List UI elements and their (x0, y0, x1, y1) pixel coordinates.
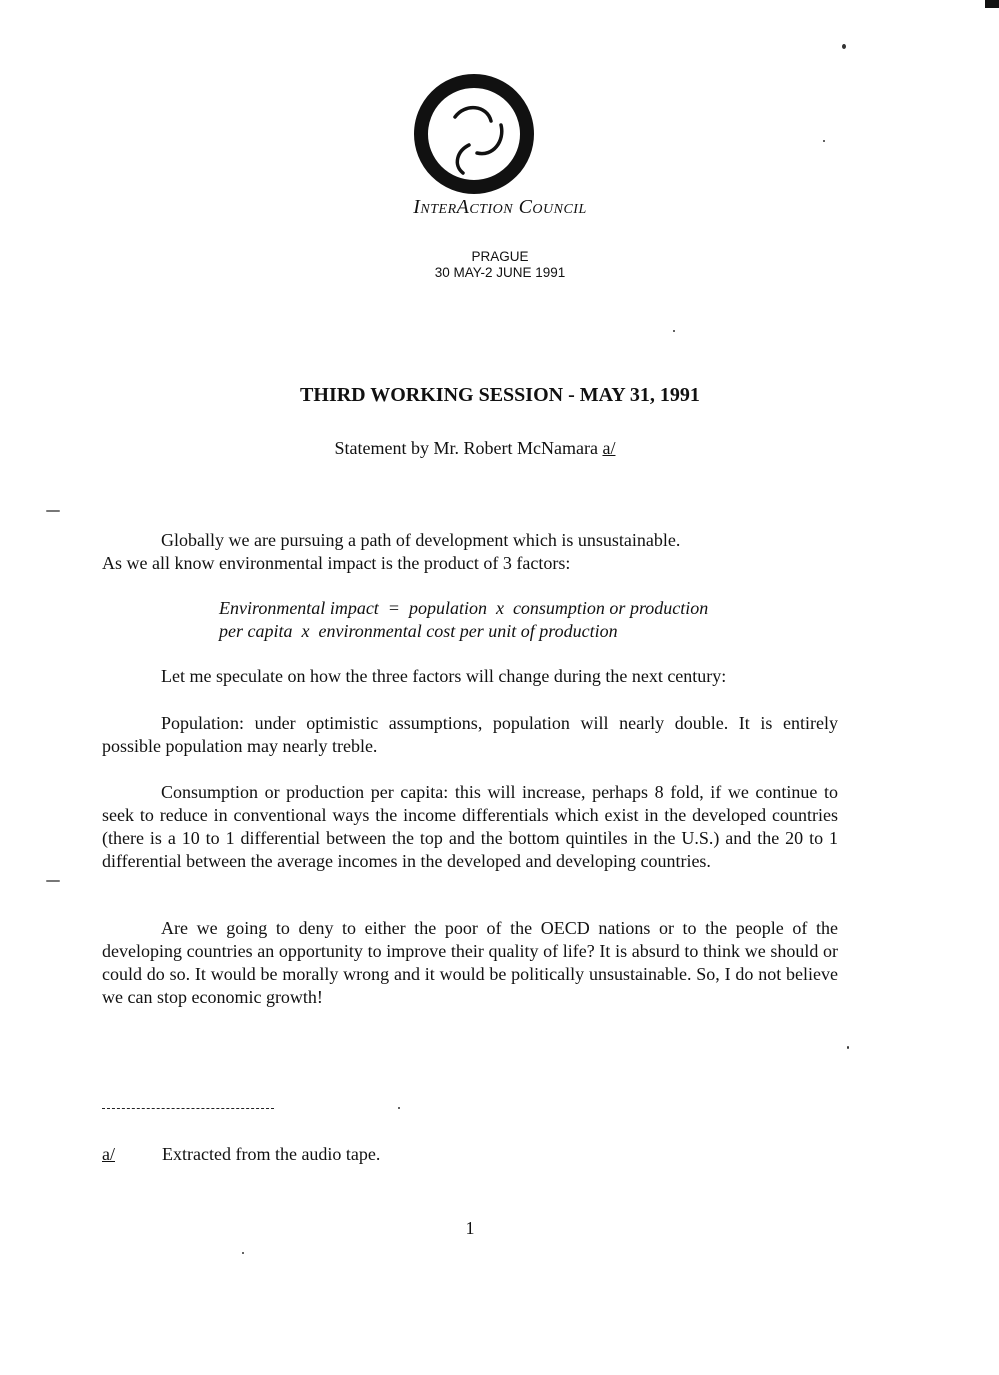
venue-text: PRAGUE (471, 249, 529, 264)
scan-punch-mark (46, 510, 60, 512)
paragraph-1-line-1: Globally we are pursuing a path of development which is unsustainable. (161, 530, 681, 550)
paragraph-1 (102, 529, 838, 575)
paragraph-4-text: Consumption or production per capita: this will increase, perhaps 8 fold, if we continue to seek to reduce in conventional ways the income differentials which exist in the developed countries (there is a 10 to 1 differential between the top and the bottom quintiles in the U.S.) and the 20 to 1 differential between the average incomes in the developed and developing countries. (102, 782, 838, 871)
paragraph-3 (102, 712, 838, 758)
formula-line-1: Environmental impact = population x consumption or production (219, 598, 709, 618)
event-dates: 30 MAY-2 JUNE 1991 (434, 265, 566, 280)
session-title: THIRD WORKING SESSION - MAY 31, 1991 (300, 384, 700, 406)
paragraph-5 (102, 917, 838, 1009)
paragraph-1-line-2: As we all know environmental impact is the product of 3 factors: (102, 553, 571, 573)
interaction-council-logo (413, 73, 535, 195)
paragraph-2-text: Let me speculate on how the three factors will change during the next century: (161, 666, 727, 686)
paragraph-2 (102, 665, 838, 688)
scan-speck (242, 1252, 244, 1254)
footnote-divider (102, 1108, 274, 1109)
scan-punch-mark (46, 880, 60, 882)
formula-line-2: per capita x environmental cost per unit of production (219, 621, 618, 641)
scan-corner-mark (985, 0, 999, 8)
statement-prefix: Statement by Mr. Robert McNamara (334, 438, 598, 458)
footnote-reference: a/ (602, 438, 616, 458)
scan-speck (842, 44, 846, 49)
organization-name: InterAction Council (413, 196, 587, 218)
footnote-marker: a/ (102, 1144, 115, 1164)
paragraph-4 (102, 781, 838, 873)
paragraph-5-text: Are we going to deny to either the poor of the OECD nations or to the people of the developing countries an opportunity to improve their quality of life? It is absurd to think we should or could do so. It would be morally wrong and it would be politically unsustainable. So, I do not believe we can stop economic growth! (102, 918, 838, 1007)
scan-speck (847, 1046, 849, 1049)
impact-formula (219, 597, 819, 643)
scan-speck (398, 1107, 400, 1109)
paragraph-3-text: Population: under optimistic assumptions, population will nearly double. It is entirely possible population may nearly treble. (102, 713, 838, 756)
statement-byline (150, 438, 800, 459)
scan-speck (823, 140, 825, 142)
footnote-text: Extracted from the audio tape. (162, 1144, 381, 1164)
scan-speck (673, 330, 675, 332)
page-number: 1 (465, 1218, 475, 1238)
